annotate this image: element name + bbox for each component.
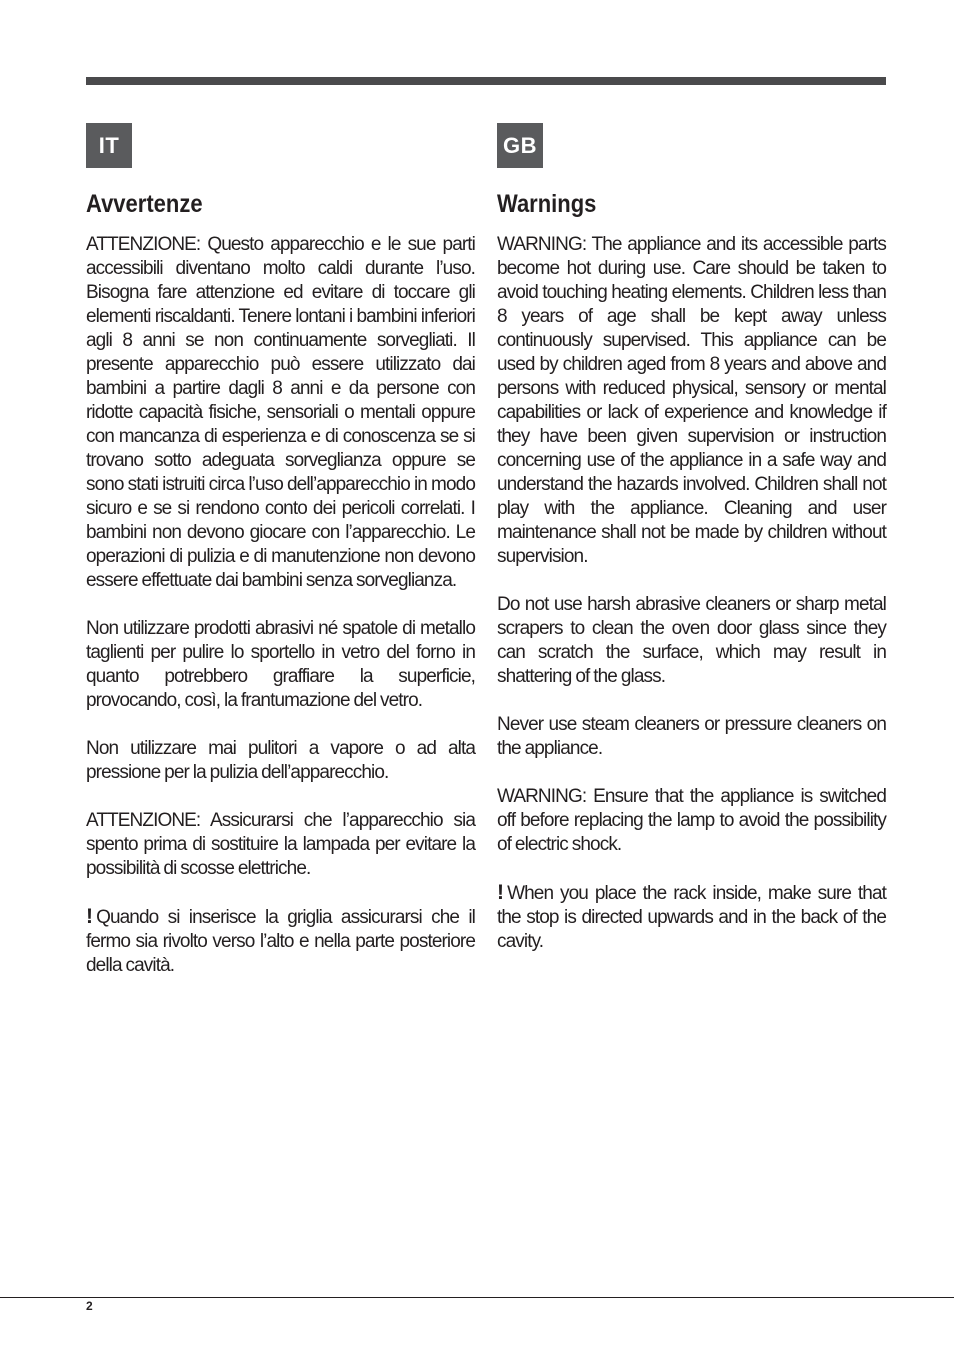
body-text-gb: [497, 233, 886, 954]
paragraph-it-1: [86, 233, 475, 593]
column-english: [497, 123, 886, 978]
paragraph-gb-3: [497, 713, 886, 761]
paragraph-text: Non utilizzare mai pulitori a vapore o ad alta pressione per la pulizia dell’apparecchio.: [86, 738, 475, 783]
paragraph-it-5: [86, 905, 475, 978]
paragraph-gb-4: [497, 785, 886, 857]
paragraph-it-3: [86, 737, 475, 785]
section-heading-gb: Warnings: [497, 190, 597, 218]
paragraph-text: WARNING: The appliance and its accessible parts become hot during use. Care should be taken to avoid touching heating elements. Children less than 8 years of age shall be kept away unless continuously supervised. This appliance can be used by children aged from 8 years and above and persons with reduced physical, sensory or mental capabilities or lack of experience and knowledge if they have been given supervision or instruction concerning use of the appliance in a safe way and understand the hazards involved. Children shall not play with the appliance. Cleaning and user maintenance shall not be made by children without supervision.: [497, 234, 886, 567]
language-badge-gb: GB: [497, 123, 543, 168]
footer-rule: [0, 1297, 954, 1298]
body-text-it: [86, 233, 475, 978]
paragraph-it-4: [86, 809, 475, 881]
language-badge-it: IT: [86, 123, 132, 168]
paragraph-gb-1: [497, 233, 886, 569]
page-number: 2: [86, 1299, 93, 1313]
paragraph-text: ATTENZIONE: Assicurarsi che l’apparecchio sia spento prima di sostituire la lampada per evitare la possibilità di scosse elettriche.: [86, 810, 475, 879]
paragraph-text: Quando si inserisce la griglia assicurarsi che il fermo sia rivolto verso l’alto e nella parte posteriore della cavità.: [86, 907, 475, 976]
paragraph-it-2: [86, 617, 475, 713]
paragraph-text: Never use steam cleaners or pressure cleaners on the appliance.: [497, 714, 886, 759]
column-italian: [86, 123, 475, 1002]
section-heading-it: Avvertenze: [86, 190, 203, 218]
exclamation-icon: !: [497, 881, 504, 904]
paragraph-text: ATTENZIONE: Questo apparecchio e le sue parti accessibili diventano molto caldi durante l’uso. Bisogna fare attenzione ed evitare di toccare gli elementi riscaldanti. Tenere lontani i bambini inferiori agli 8 anni se non continuamente sorvegliati. Il presente apparecchio può essere utilizzato dai bambini a partire dagli 8 anni e da persone con ridotte capacità fisiche, sensoriali o mentali oppure con mancanza di esperienza e di conoscenza se si trovano sotto adeguata sorveglianza oppure se sono stati istruiti circa l’uso dell’apparecchio in modo sicuro e se si rendono conto dei pericoli correlati. I bambini non devono giocare con l’apparecchio. Le operazioni di pulizia e di manutenzione non devono essere effettuate dai bambini senza sorveglianza.: [86, 234, 475, 591]
paragraph-text: When you place the rack inside, make sure that the stop is directed upwards and in the back of the cavity.: [497, 883, 886, 952]
paragraph-text: WARNING: Ensure that the appliance is switched off before replacing the lamp to avoid the possibility of electric shock.: [497, 786, 886, 855]
top-rule: [86, 77, 886, 85]
paragraph-text: Do not use harsh abrasive cleaners or sharp metal scrapers to clean the oven door glass since they can scratch the surface, which may result in shattering of the glass.: [497, 594, 886, 687]
paragraph-gb-2: [497, 593, 886, 689]
paragraph-gb-5: [497, 881, 886, 954]
exclamation-icon: !: [86, 905, 93, 928]
paragraph-text: Non utilizzare prodotti abrasivi né spatole di metallo taglienti per pulire lo sportello in vetro del forno in quanto potrebbero graffiare la superficie, provocando, così, la frantumazione del vetro.: [86, 618, 475, 711]
